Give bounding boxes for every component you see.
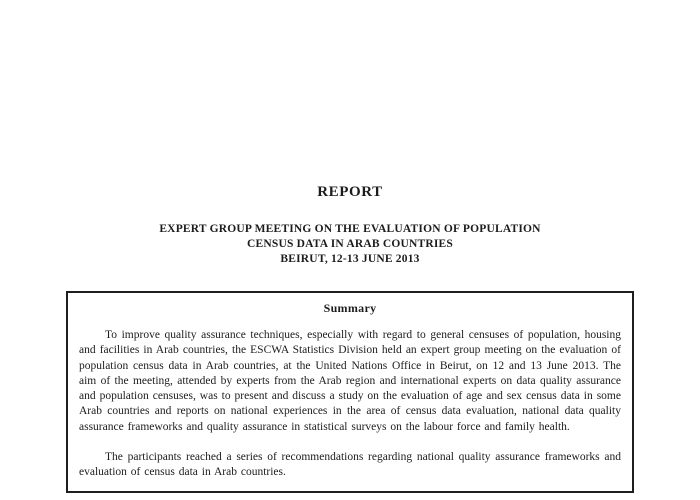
summary-paragraph-1: To improve quality assurance techniques, especially with regard to general censuses of population, housing and facilities in Arab countries, the ESCWA Statistics Division held an expert group meeting on the evaluation of population census data in Arab countries, at the United Nations Office in Beirut, on 12 and 13 June 2013. The aim of the meeting, attended by experts from the Arab region and international experts on data quality assurance and population censuses, was to present and discuss a study on the evaluation of age and sex census data in some Arab countries and reports on national experiences in the area of census data evaluation, national data quality assurance frameworks and quality assurance in statistical surveys on the labour force and family health. [79, 329, 621, 433]
subtitle-line-1: EXPERT GROUP MEETING ON THE EVALUATION OF POPULATION [159, 223, 541, 235]
subtitle-line-2: CENSUS DATA IN ARAB COUNTRIES [246, 238, 454, 250]
subtitle-line-3: BEIRUT, 12-13 JUNE 2013 [280, 253, 420, 265]
page-title: REPORT [317, 184, 383, 200]
summary-heading: Summary [323, 301, 377, 315]
meeting-subtitle [0, 222, 700, 267]
summary-paragraph-2: The participants reached a series of recommendations regarding national quality assurance frameworks and evaluation of census data in Arab countries. [79, 451, 621, 479]
summary-box [66, 291, 634, 493]
